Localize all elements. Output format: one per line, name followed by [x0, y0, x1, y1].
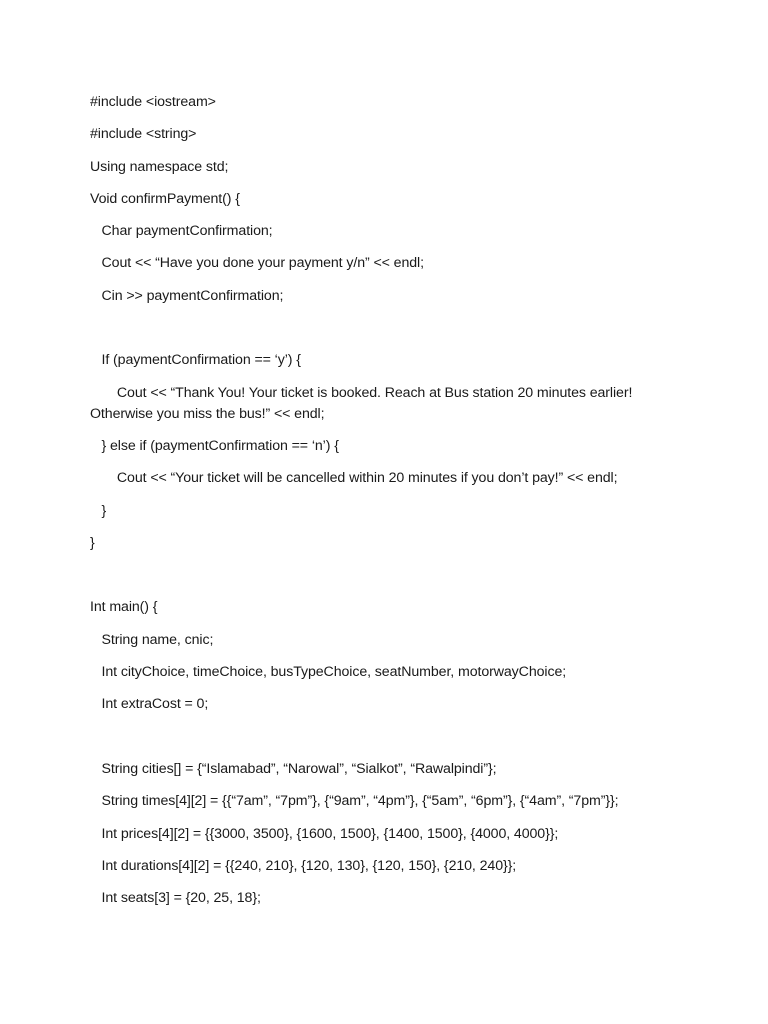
code-line: Int seats[3] = {20, 25, 18};: [90, 890, 261, 907]
code-line: }: [90, 534, 95, 551]
code-line: String times[4][2] = {{“7am”, “7pm”}, {“9am”, “4pm”}, {“5am”, “6pm”}, {“4am”, “7pm”}};: [90, 793, 619, 810]
code-line: String cities[] = {“Islamabad”, “Narowal”, “Sialkot”, “Rawalpindi”};: [90, 760, 497, 777]
code-line: Void confirmPayment() {: [90, 190, 240, 207]
code-line: String name, cnic;: [90, 631, 214, 648]
code-line: } else if (paymentConfirmation == ‘n’) {: [90, 437, 339, 454]
code-line: Cout << “Thank You! Your ticket is booked. Reach at Bus station 20 minutes earlier! Otherwise you miss the bus!” << endl;: [90, 384, 637, 422]
code-line: Cin >> paymentConfirmation;: [90, 287, 284, 304]
blank-line: [90, 727, 690, 748]
code-line: }: [90, 502, 107, 519]
code-line: Int cityChoice, timeChoice, busTypeChoice, seatNumber, motorwayChoice;: [90, 664, 567, 681]
code-line: Int main() {: [90, 599, 158, 616]
code-line: Char paymentConfirmation;: [90, 223, 273, 240]
blank-line: [90, 318, 690, 339]
code-line: Int extraCost = 0;: [90, 696, 209, 713]
code-line: Cout << “Have you done your payment y/n” << endl;: [90, 255, 424, 272]
code-line: If (paymentConfirmation == ‘y’) {: [90, 352, 301, 369]
document-body: [90, 92, 690, 920]
code-line: #include <string>: [90, 126, 197, 143]
code-line: Using namespace std;: [90, 158, 229, 175]
code-line: Int durations[4][2] = {{240, 210}, {120, 130}, {120, 150}, {210, 240}};: [90, 857, 517, 874]
blank-line: [90, 565, 690, 586]
code-line: Cout << “Your ticket will be cancelled within 20 minutes if you don’t pay!” << endl;: [90, 470, 618, 487]
code-line: #include <iostream>: [90, 94, 216, 110]
code-line: Int prices[4][2] = {{3000, 3500}, {1600, 1500}, {1400, 1500}, {4000, 4000}};: [90, 825, 559, 842]
